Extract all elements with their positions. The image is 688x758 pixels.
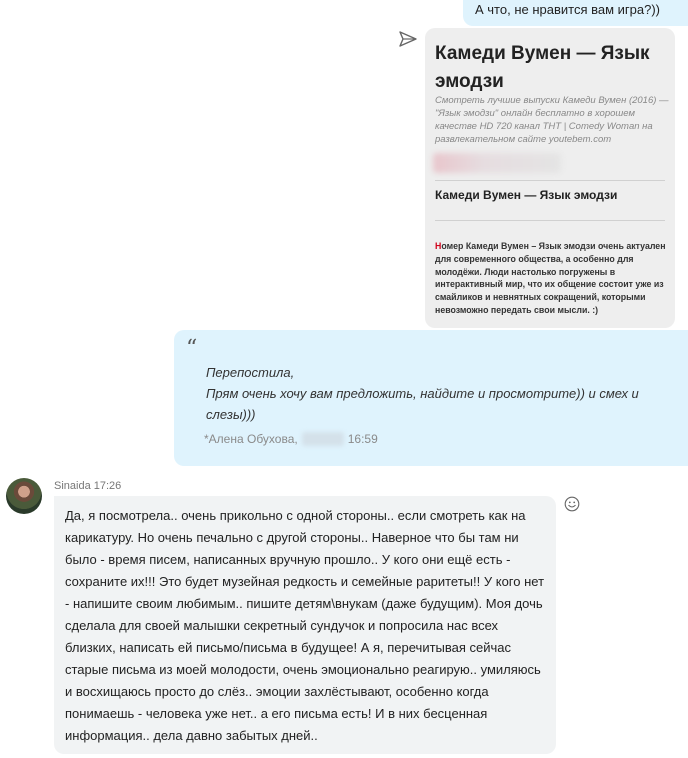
smiley-icon[interactable] — [564, 496, 580, 512]
divider — [435, 220, 665, 221]
quoted-message-bubble[interactable] — [174, 330, 688, 466]
link-preview-body — [435, 240, 670, 317]
quote-line-1: Перепостила, — [206, 365, 295, 380]
quote-icon: “ — [186, 336, 198, 361]
blurred-region — [433, 153, 561, 173]
incoming-message-bubble[interactable] — [54, 496, 556, 754]
link-preview-title: Камеди Вумен — Язык эмодзи — [435, 43, 650, 92]
incoming-message-text: Да, я посмотрела.. очень прикольно с одной стороны.. если смотреть как на карикатуру. Но очень печально с другой стороны.. Наверное что бы там ни было - время писем, написанных вручную прошло.. У кого они ещё есть - сохраните их!!! Это будет музейная редкость и семейные раритеты!! У кого нет - напишите своим любимым.. пишите детям\внукам (даже будущим). Моя дочь сделала для своей малышки секретный сундучок и попросила нас всех близких, написать ей письмо/письма в будущее! А я, перечитывая сейчас старые письма из моей молодости, очень эмоционально реагирую.. умиляюсь и восхищаюсь просто до слёз.. эмоции захлёстывают, особенно когда понимаешь - человека уже нет.. а его письма есть! И в них бесценная информация.. дела давно забытых дней.. — [65, 508, 545, 743]
link-preview-subtitle: Камеди Вумен — Язык эмодзи — [435, 188, 618, 202]
outgoing-message-text: А что, не нравится вам игра?)) — [475, 2, 660, 17]
send-icon — [398, 30, 418, 48]
outgoing-message-bubble[interactable] — [463, 0, 688, 26]
blurred-region — [302, 432, 344, 446]
message-sender-line — [54, 480, 121, 492]
quote-meta — [204, 432, 378, 446]
link-preview-body-text: омер Камеди Вумен – Язык эмодзи очень актуален для современного общества, а особенно для молодёжи. Люди настолько погружены в интерактивный мир, что их общение состоит уже из смайликов и невнятных сокращений, которыми невозможно передать свои мысли. :) — [435, 241, 666, 315]
quote-time: 16:59 — [347, 432, 378, 446]
divider — [435, 180, 665, 181]
quote-text — [206, 362, 646, 425]
link-preview-card[interactable] — [425, 28, 675, 328]
quote-author: *Алена Обухова, — [204, 432, 298, 446]
sender-name: Sinaida — [54, 480, 91, 492]
link-preview-description: Смотреть лучшие выпуски Камеди Вумен (2016) — "Язык эмодзи" онлайн бесплатно в хорошем качестве HD 720 канал ТНТ | Comedy Woman на развлекательном сайте youtebem.com — [435, 95, 669, 145]
message-time: 17:26 — [93, 480, 122, 492]
quote-line-2: Прям очень хочу вам предложить, найдите и просмотрите)) и смех и слезы))) — [206, 386, 639, 422]
drop-cap: Н — [435, 241, 442, 251]
avatar[interactable] — [6, 478, 42, 514]
